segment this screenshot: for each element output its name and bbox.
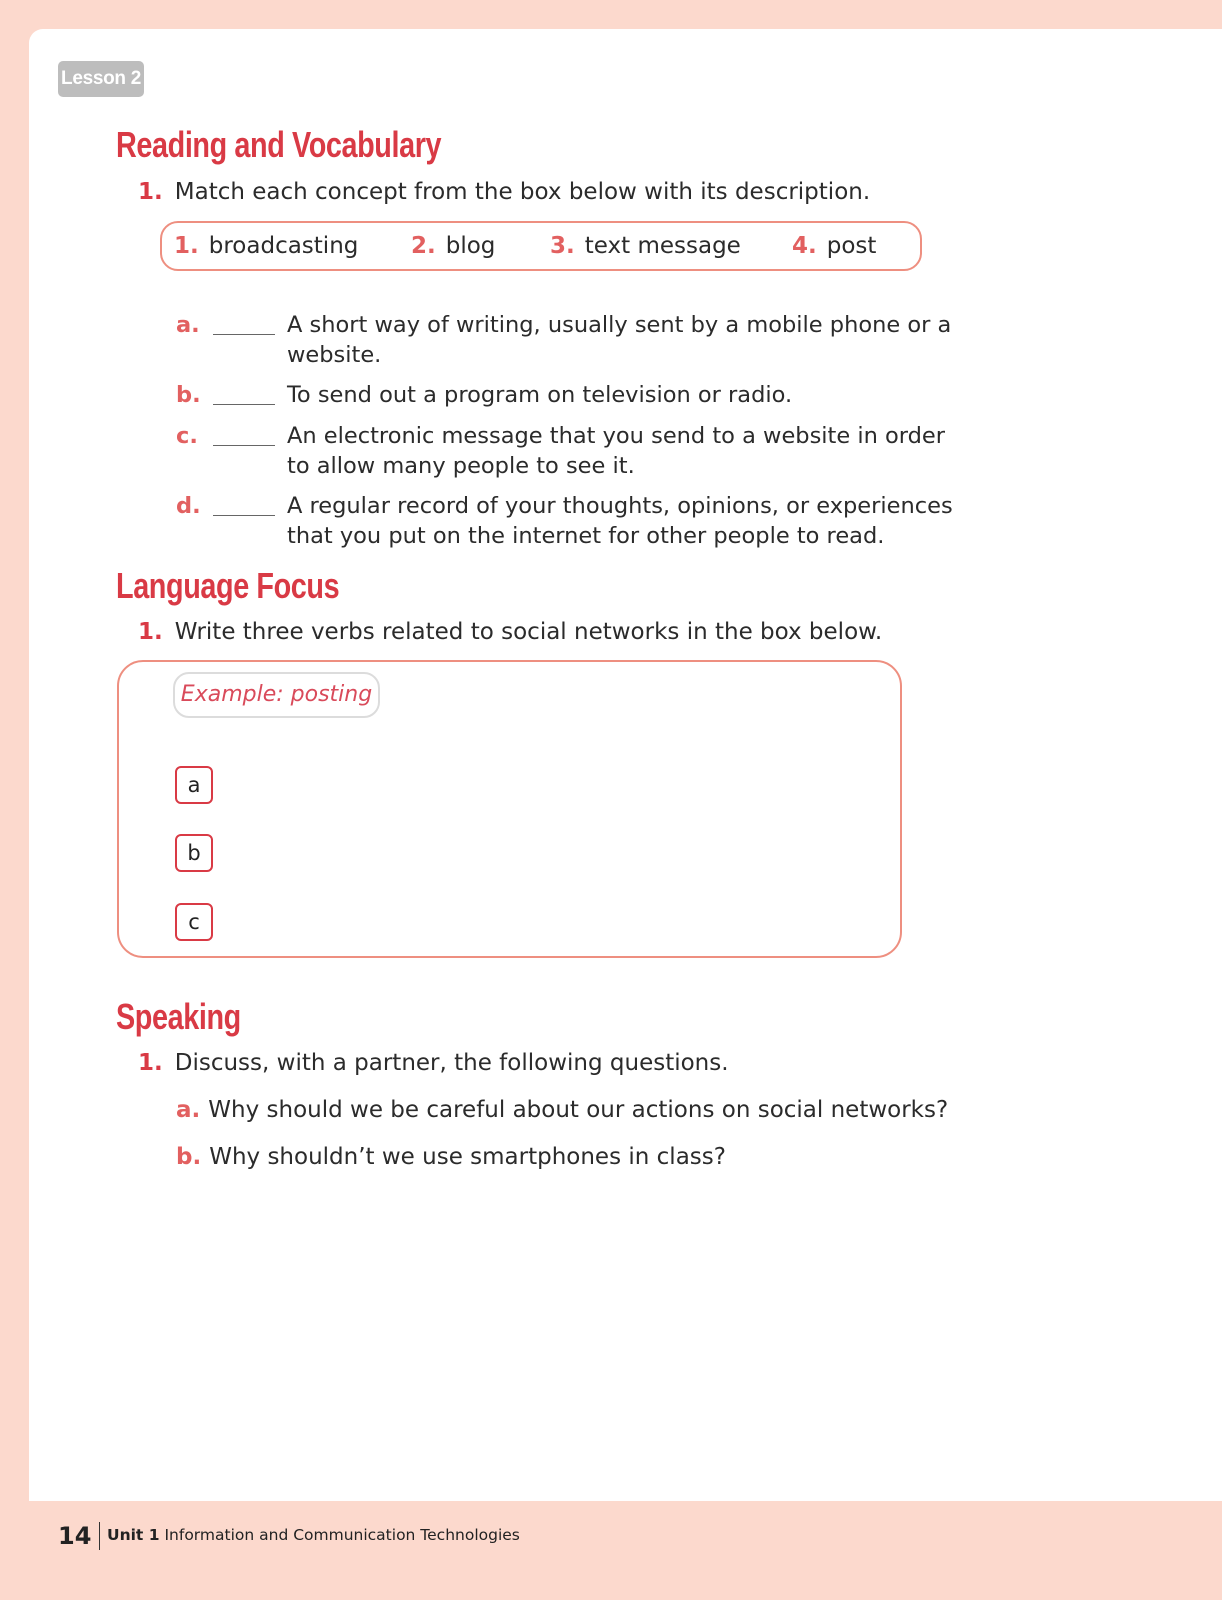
word-number: 2. [411, 233, 436, 259]
lesson-tag: Lesson 2 [58, 61, 144, 97]
question-text: Why should we be careful about our actions on social networks? [208, 1097, 949, 1123]
question-b [176, 1144, 726, 1170]
footer-unit [107, 1526, 520, 1544]
speaking-title: Speaking [116, 996, 241, 1037]
word-text: text message [584, 233, 741, 259]
word-text: broadcasting [208, 233, 359, 259]
word-text: blog [445, 233, 496, 259]
reading-vocabulary-title: Reading and Vocabulary [116, 124, 442, 165]
word-box [160, 221, 922, 271]
question-a [176, 1097, 948, 1123]
definition-d [176, 491, 966, 551]
definition-letter: a. [176, 312, 200, 338]
answer-blank[interactable] [213, 445, 275, 446]
answer-blank[interactable] [213, 334, 275, 335]
unit-title: Information and Communication Technologies [164, 1526, 520, 1544]
definition-letter: d. [176, 493, 201, 519]
answer-slot-b[interactable]: b [175, 834, 213, 872]
word-text: post [826, 233, 877, 259]
definition-a [176, 310, 966, 370]
question-text: Why shouldn’t we use smartphones in class? [209, 1144, 726, 1170]
reading-instruction [138, 179, 870, 205]
definition-text: To send out a program on television or radio. [287, 382, 793, 408]
answer-blank[interactable] [213, 404, 275, 405]
instruction-number: 1. [138, 179, 163, 205]
instruction-text: Match each concept from the box below with its description. [174, 179, 871, 205]
definition-c [176, 421, 966, 481]
definition-b [176, 380, 966, 410]
instruction-number: 1. [138, 1050, 163, 1076]
definition-text: A short way of writing, usually sent by a mobile phone or a website. [287, 312, 952, 368]
word-number: 1. [174, 233, 199, 259]
word-number: 3. [550, 233, 575, 259]
language-focus-title: Language Focus [116, 565, 340, 606]
answer-blank[interactable] [213, 515, 275, 516]
instruction-number: 1. [138, 619, 163, 645]
speaking-instruction [138, 1050, 729, 1076]
definition-text: An electronic message that you send to a website in order to allow many people to see it. [287, 423, 946, 479]
word-item-text-message [550, 233, 741, 259]
question-letter: b. [176, 1144, 202, 1170]
definition-letter: b. [176, 382, 201, 408]
instruction-text: Write three verbs related to social networks in the box below. [174, 619, 883, 645]
word-number: 4. [792, 233, 817, 259]
question-letter: a. [176, 1097, 201, 1123]
footer-divider [99, 1522, 100, 1550]
definition-letter: c. [176, 423, 198, 449]
unit-label: Unit 1 [107, 1526, 160, 1544]
language-focus-instruction [138, 619, 882, 645]
page-number: 14 [58, 1522, 92, 1550]
example-badge: Example: posting [173, 672, 380, 718]
instruction-text: Discuss, with a partner, the following questions. [174, 1050, 729, 1076]
word-item-post [792, 233, 876, 259]
definition-text: A regular record of your thoughts, opinions, or experiences that you put on the internet for other people to read. [287, 493, 953, 549]
answer-slot-a[interactable]: a [175, 766, 213, 804]
word-item-broadcasting [174, 233, 358, 259]
answer-slot-c[interactable]: c [175, 903, 213, 941]
word-item-blog [411, 233, 495, 259]
